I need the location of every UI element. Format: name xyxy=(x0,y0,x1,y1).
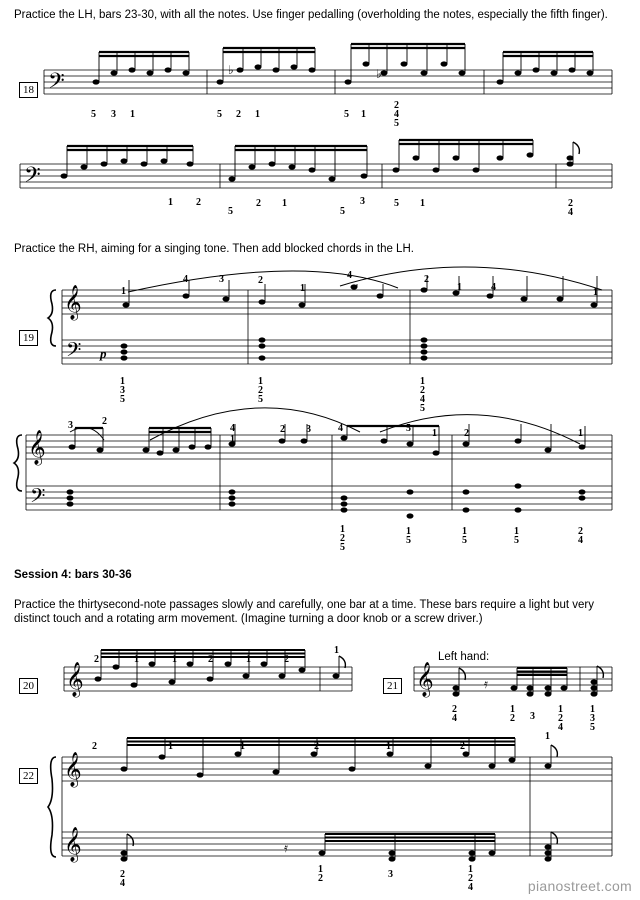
svg-text:♭: ♭ xyxy=(376,67,382,81)
exercise-number-22: 22 xyxy=(19,768,38,784)
dynamic-piano: p xyxy=(100,346,107,361)
svg-text:♭: ♭ xyxy=(228,63,234,77)
svg-text:𝄞: 𝄞 xyxy=(64,752,82,787)
session-heading: Session 4: bars 30-36 xyxy=(14,569,132,581)
svg-text:𝄢: 𝄢 xyxy=(66,338,82,366)
svg-text:𝄞: 𝄞 xyxy=(64,285,82,320)
svg-text:𝄞: 𝄞 xyxy=(416,662,434,697)
svg-text:𝄞: 𝄞 xyxy=(28,430,46,465)
left-hand-label: Left hand: xyxy=(438,651,490,663)
svg-text:𝄞: 𝄞 xyxy=(64,827,82,862)
lh-practice-instruction: Practice the LH, bars 23-30, with all the notes. Use finger pedalling (overholding the notes, especially the fifth finger). xyxy=(14,9,608,21)
bass-clef-icon: 𝄢 xyxy=(48,69,65,99)
svg-text:𝄞: 𝄞 xyxy=(66,662,84,697)
site-watermark: pianostreet.com xyxy=(527,878,632,894)
exercise-number-19: 19 xyxy=(19,330,38,346)
rh-practice-instruction: Practice the RH, aiming for a singing tone. Then add blocked chords in the LH. xyxy=(14,243,414,255)
exercise-number-21: 21 xyxy=(383,678,402,694)
svg-text:𝄢: 𝄢 xyxy=(30,484,46,512)
svg-text:𝄿: 𝄿 xyxy=(284,841,288,856)
exercise-number-18: 18 xyxy=(19,82,38,98)
svg-text:𝄿: 𝄿 xyxy=(484,677,488,692)
exercise-number-20: 20 xyxy=(19,678,38,694)
thirtysecond-practice-instruction: Practice the thirtysecond-note passages slowly and carefully, one bar at a time. These bars require a light but very distinct touch and a rotating arm movement. (Imagine turning a door knob or a screw driver.) xyxy=(14,599,594,625)
svg-text:𝄢: 𝄢 xyxy=(24,163,41,193)
